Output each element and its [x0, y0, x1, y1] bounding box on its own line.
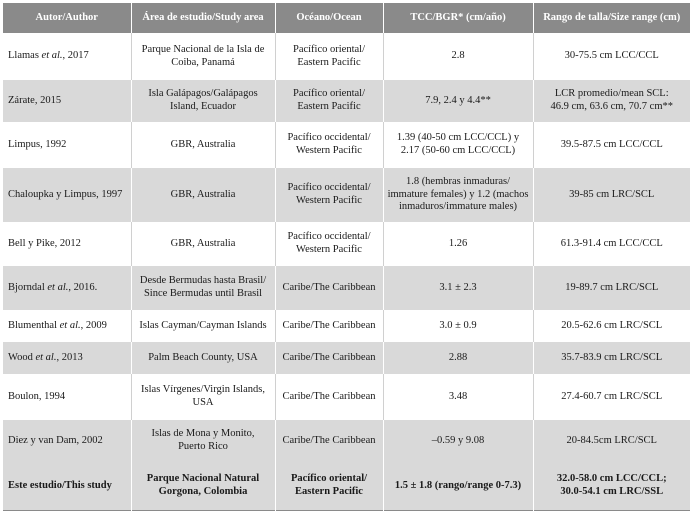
study-area-cell — [131, 168, 275, 222]
author-cell — [3, 310, 131, 342]
ocean-cell-line: Eastern Pacific — [297, 101, 361, 112]
author-name: Chaloupka y Limpus — [8, 188, 97, 200]
study-area-cell — [131, 80, 275, 122]
ocean-cell-line: Caribe/The Caribbean — [282, 390, 376, 402]
ocean-cell — [275, 222, 383, 266]
table-header — [3, 3, 690, 33]
ocean-cell — [275, 374, 383, 420]
table-row — [3, 310, 690, 342]
size-range-cell-line: 39-85 cm LRC/SCL — [569, 188, 655, 200]
author-et-al: et al. — [38, 50, 63, 62]
size-range-cell-line: 35.7-83.9 cm LRC/SCL — [561, 351, 663, 363]
table-row — [3, 122, 690, 168]
author-year: , 1997 — [96, 188, 123, 200]
growth-rate-cell — [383, 342, 533, 374]
study-area-cell-line: GBR, Australia — [170, 138, 236, 150]
size-range-cell-line: 20.5-62.6 cm LRC/SCL — [561, 319, 663, 331]
ocean-cell-line: Pacífico occidental/ — [287, 182, 371, 194]
ocean-cell — [275, 420, 383, 462]
growth-rate-cell-line: 2.88 — [448, 351, 468, 363]
study-area-cell-line: Islas de Mona y Monito, — [151, 428, 255, 440]
growth-rate-cell — [383, 33, 533, 80]
ocean-cell — [275, 33, 383, 80]
growth-rate-cell — [383, 222, 533, 266]
size-range-cell — [533, 420, 690, 462]
study-area-cell — [131, 420, 275, 462]
ocean-cell-line: Eastern Pacific — [295, 486, 363, 497]
study-area-cell — [131, 222, 275, 266]
author-name: Llamas — [8, 50, 39, 62]
author-cell — [3, 222, 131, 266]
author-cell — [3, 168, 131, 222]
study-area-cell — [131, 462, 275, 511]
study-area-cell — [131, 266, 275, 310]
author-name: Bell y Pike — [8, 237, 55, 249]
table-row — [3, 266, 690, 310]
study-area-cell — [131, 33, 275, 80]
author-year: , 2016. — [68, 281, 98, 293]
study-area-cell-line: Island, Ecuador — [170, 101, 236, 112]
size-range-cell — [533, 122, 690, 168]
author-name: Boulon — [8, 390, 39, 402]
table-row — [3, 374, 690, 420]
size-range-cell — [533, 222, 690, 266]
growth-rate-cell-line: immature females) y 1.2 (machos — [387, 188, 529, 200]
author-et-al: et al. — [44, 281, 69, 293]
study-area-cell-line: Islas Cayman/Cayman Islands — [139, 319, 267, 331]
size-range-cell-line: LCR promedio/mean SCL: — [554, 88, 669, 100]
table-body — [3, 33, 690, 511]
growth-rate-cell-line: 3.0 ± 0.9 — [439, 319, 477, 331]
table-row-this-study — [3, 462, 690, 511]
size-range-cell-line: 27.4-60.7 cm LRC/SCL — [561, 390, 663, 402]
author-cell — [3, 342, 131, 374]
growth-rate-cell-line: 1.8 (hembras inmaduras/ — [405, 176, 511, 188]
author-year: , 2017 — [62, 50, 89, 62]
growth-rate-cell-line: –0.59 y 9.08 — [431, 434, 485, 446]
author-name: Este estudio/This study — [8, 479, 112, 491]
growth-rate-cell-line: 2.17 (50-60 cm LCC/CCL) — [400, 145, 516, 156]
author-et-al: et al. — [57, 319, 81, 331]
size-range-cell — [533, 168, 690, 222]
study-area-cell-line: Desde Bermudas hasta Brasil/ — [139, 275, 267, 287]
author-cell — [3, 374, 131, 420]
size-range-cell — [533, 374, 690, 420]
author-cell — [3, 462, 131, 511]
header-author: Autor/Author — [3, 3, 131, 33]
study-area-cell-line: Isla Galápagos/Galápagos — [148, 88, 258, 100]
growth-rate-cell-line: 1.39 (40-50 cm LCC/CCL) y — [396, 132, 520, 144]
author-cell — [3, 122, 131, 168]
comparison-table-container — [3, 3, 690, 511]
table-row — [3, 342, 690, 374]
author-year: , 1994 — [38, 390, 66, 402]
size-range-cell-line: 19-89.7 cm LRC/SCL — [565, 281, 659, 293]
ocean-cell-line: Pacífico occidental/ — [287, 132, 371, 144]
ocean-cell — [275, 168, 383, 222]
table-row — [3, 168, 690, 222]
study-area-cell-line: Gorgona, Colombia — [158, 486, 248, 497]
size-range-cell — [533, 310, 690, 342]
author-year: , 2009 — [80, 319, 107, 331]
study-area-cell-line: USA — [192, 397, 214, 408]
ocean-cell-line: Pacífico oriental/ — [290, 473, 368, 485]
author-name: Blumenthal — [8, 319, 57, 331]
size-range-cell-line: 30.0-54.1 cm LRC/SSL — [560, 486, 664, 497]
growth-rate-cell — [383, 310, 533, 342]
author-cell — [3, 33, 131, 80]
ocean-cell — [275, 462, 383, 511]
study-area-cell — [131, 122, 275, 168]
header-growth-rate: TCC/BGR* (cm/año) — [383, 3, 533, 33]
author-et-al: et al. — [32, 351, 57, 363]
study-area-cell-line: Parque Nacional Natural — [146, 473, 260, 485]
size-range-cell — [533, 462, 690, 511]
author-cell — [3, 266, 131, 310]
ocean-cell-line: Western Pacific — [296, 244, 362, 255]
author-name: Wood — [8, 351, 33, 363]
growth-rate-comparison-table — [3, 3, 690, 511]
study-area-cell-line: Since Bermudas until Brasil — [143, 288, 263, 299]
size-range-cell-line: 46.9 cm, 63.6 cm, 70.7 cm** — [550, 101, 673, 112]
growth-rate-cell — [383, 80, 533, 122]
author-name: Bjorndal — [8, 281, 45, 293]
ocean-cell-line: Pacífico oriental/ — [292, 43, 365, 55]
growth-rate-cell — [383, 420, 533, 462]
ocean-cell-line: Pacífico oriental/ — [292, 88, 365, 100]
ocean-cell — [275, 80, 383, 122]
ocean-cell — [275, 266, 383, 310]
size-range-cell-line: 30-75.5 cm LCC/CCL — [564, 50, 659, 62]
growth-rate-cell — [383, 168, 533, 222]
study-area-cell-line: Coiba, Panamá — [171, 56, 235, 68]
header-study-area: Área de estudio/Study area — [131, 3, 275, 33]
growth-rate-cell-line: 1.26 — [448, 237, 468, 249]
growth-rate-cell-line: 3.1 ± 2.3 — [439, 281, 477, 293]
size-range-cell-line: 32.0-58.0 cm LCC/CCL; — [556, 473, 667, 485]
ocean-cell-line: Caribe/The Caribbean — [282, 281, 376, 293]
ocean-cell-line: Caribe/The Caribbean — [282, 434, 376, 446]
header-row — [3, 3, 690, 33]
author-name: Zárate — [8, 94, 35, 106]
author-year: , 1992 — [40, 138, 67, 150]
size-range-cell — [533, 342, 690, 374]
study-area-cell-line: Puerto Rico — [178, 441, 228, 452]
table-row — [3, 33, 690, 80]
author-year: , 2013 — [56, 351, 83, 363]
ocean-cell — [275, 310, 383, 342]
author-cell — [3, 420, 131, 462]
ocean-cell-line: Western Pacific — [296, 145, 362, 156]
author-name: Diez y van Dam — [8, 434, 77, 446]
ocean-cell-line: Caribe/The Caribbean — [282, 319, 376, 331]
ocean-cell-line: Western Pacific — [296, 195, 362, 206]
growth-rate-cell-line: 7.9, 2.4 y 4.4** — [425, 94, 491, 106]
author-year: , 2015 — [34, 94, 62, 106]
ocean-cell — [275, 122, 383, 168]
growth-rate-cell-line: inmaduros/immature males) — [398, 201, 518, 213]
header-ocean: Océano/Ocean — [275, 3, 383, 33]
study-area-cell — [131, 342, 275, 374]
table-row — [3, 420, 690, 462]
growth-rate-cell-line: 1.5 ± 1.8 (rango/range 0-7.3) — [394, 479, 522, 491]
table-row — [3, 222, 690, 266]
size-range-cell-line: 39.5-87.5 cm LCC/CCL — [560, 138, 663, 150]
author-cell — [3, 80, 131, 122]
size-range-cell-line: 61.3-91.4 cm LCC/CCL — [560, 237, 663, 249]
ocean-cell-line: Caribe/The Caribbean — [282, 351, 376, 363]
growth-rate-cell-line: 2.8 — [451, 50, 465, 62]
study-area-cell — [131, 374, 275, 420]
header-size-range: Rango de talla/Size range (cm) — [533, 3, 690, 33]
growth-rate-cell-line: 3.48 — [448, 390, 468, 402]
study-area-cell-line: Palm Beach County, USA — [148, 351, 258, 363]
author-year: , 2012 — [54, 237, 81, 249]
study-area-cell-line: GBR, Australia — [170, 188, 236, 200]
author-name: Limpus — [8, 138, 41, 150]
table-row — [3, 80, 690, 122]
size-range-cell — [533, 80, 690, 122]
study-area-cell-line: GBR, Australia — [170, 237, 236, 249]
ocean-cell — [275, 342, 383, 374]
size-range-cell — [533, 266, 690, 310]
growth-rate-cell — [383, 122, 533, 168]
study-area-cell-line: Parque Nacional de la Isla de — [141, 43, 265, 55]
growth-rate-cell — [383, 462, 533, 511]
study-area-cell-line: Islas Vírgenes/Virgin Islands, — [141, 384, 265, 396]
study-area-cell — [131, 310, 275, 342]
ocean-cell-line: Pacífico occidental/ — [287, 231, 371, 243]
ocean-cell-line: Eastern Pacific — [297, 56, 361, 68]
author-year: , 2002 — [76, 434, 103, 446]
growth-rate-cell — [383, 266, 533, 310]
size-range-cell — [533, 33, 690, 80]
size-range-cell-line: 20-84.5cm LRC/SCL — [566, 434, 657, 446]
growth-rate-cell — [383, 374, 533, 420]
